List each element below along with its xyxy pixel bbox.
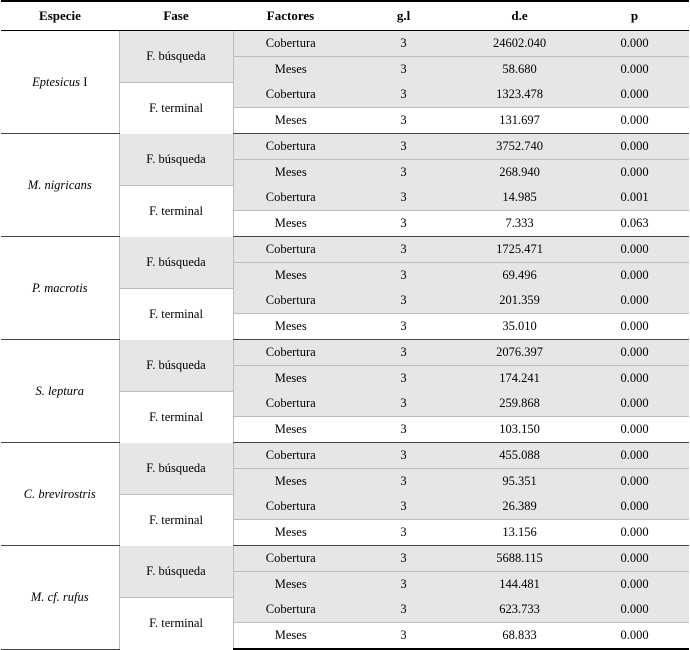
de-cell: 3752.740 xyxy=(459,134,580,160)
p-cell: 0.000 xyxy=(580,623,689,650)
table-row xyxy=(1,443,689,469)
p-cell: 0.000 xyxy=(580,82,689,108)
factor-cell: Cobertura xyxy=(233,340,348,366)
header-especie: Especie xyxy=(1,1,119,31)
p-cell: 0.000 xyxy=(580,597,689,623)
species-name: S. leptura xyxy=(1,340,119,443)
p-cell: 0.000 xyxy=(580,443,689,469)
table-row xyxy=(1,340,689,366)
gl-cell: 3 xyxy=(348,597,459,623)
de-cell: 26.389 xyxy=(459,494,580,520)
gl-cell: 3 xyxy=(348,417,459,443)
factor-cell: Cobertura xyxy=(233,185,348,211)
factor-cell: Meses xyxy=(233,417,348,443)
gl-cell: 3 xyxy=(348,82,459,108)
gl-cell: 3 xyxy=(348,237,459,263)
p-cell: 0.000 xyxy=(580,108,689,134)
header-row xyxy=(1,1,689,31)
factor-cell: Cobertura xyxy=(233,443,348,469)
p-cell: 0.063 xyxy=(580,211,689,237)
gl-cell: 3 xyxy=(348,108,459,134)
factor-cell: Meses xyxy=(233,572,348,598)
de-cell: 68.833 xyxy=(459,623,580,650)
p-cell: 0.000 xyxy=(580,57,689,83)
de-cell: 69.496 xyxy=(459,263,580,289)
table-row xyxy=(1,31,689,57)
table-row xyxy=(1,546,689,572)
header-factores: Factores xyxy=(233,1,348,31)
p-cell: 0.000 xyxy=(580,572,689,598)
factor-cell: Cobertura xyxy=(233,134,348,160)
factor-cell: Meses xyxy=(233,263,348,289)
de-cell: 14.985 xyxy=(459,185,580,211)
table-row xyxy=(1,237,689,263)
factor-cell: Cobertura xyxy=(233,391,348,417)
p-cell: 0.000 xyxy=(580,520,689,546)
p-cell: 0.000 xyxy=(580,340,689,366)
table-body xyxy=(1,31,689,650)
de-cell: 2076.397 xyxy=(459,340,580,366)
gl-cell: 3 xyxy=(348,572,459,598)
gl-cell: 3 xyxy=(348,494,459,520)
gl-cell: 3 xyxy=(348,366,459,392)
de-cell: 174.241 xyxy=(459,366,580,392)
de-cell: 24602.040 xyxy=(459,31,580,57)
de-cell: 268.940 xyxy=(459,160,580,186)
gl-cell: 3 xyxy=(348,263,459,289)
de-cell: 131.697 xyxy=(459,108,580,134)
p-cell: 0.000 xyxy=(580,391,689,417)
de-cell: 1725.471 xyxy=(459,237,580,263)
p-cell: 0.000 xyxy=(580,546,689,572)
phase-cell: F. terminal xyxy=(119,288,233,340)
gl-cell: 3 xyxy=(348,546,459,572)
de-cell: 35.010 xyxy=(459,314,580,340)
factor-cell: Meses xyxy=(233,57,348,83)
de-cell: 103.150 xyxy=(459,417,580,443)
phase-cell: F. terminal xyxy=(119,185,233,237)
factor-cell: Cobertura xyxy=(233,237,348,263)
gl-cell: 3 xyxy=(348,57,459,83)
species-name: C. brevirostris xyxy=(1,443,119,546)
factor-cell: Meses xyxy=(233,160,348,186)
factor-cell: Meses xyxy=(233,108,348,134)
factor-cell: Cobertura xyxy=(233,494,348,520)
gl-cell: 3 xyxy=(348,443,459,469)
de-cell: 455.088 xyxy=(459,443,580,469)
de-cell: 1323.478 xyxy=(459,82,580,108)
p-cell: 0.000 xyxy=(580,366,689,392)
species-name: Eptesicus I xyxy=(1,31,119,134)
phase-cell: F. búsqueda xyxy=(119,340,233,392)
phase-cell: F. búsqueda xyxy=(119,443,233,495)
gl-cell: 3 xyxy=(348,211,459,237)
results-table xyxy=(1,0,689,650)
gl-cell: 3 xyxy=(348,185,459,211)
de-cell: 623.733 xyxy=(459,597,580,623)
p-cell: 0.000 xyxy=(580,160,689,186)
p-cell: 0.000 xyxy=(580,469,689,495)
header-de: d.e xyxy=(459,1,580,31)
factor-cell: Meses xyxy=(233,623,348,650)
p-cell: 0.000 xyxy=(580,263,689,289)
gl-cell: 3 xyxy=(348,314,459,340)
factor-cell: Cobertura xyxy=(233,597,348,623)
phase-cell: F. terminal xyxy=(119,494,233,546)
de-cell: 5688.115 xyxy=(459,546,580,572)
phase-cell: F. búsqueda xyxy=(119,237,233,289)
gl-cell: 3 xyxy=(348,134,459,160)
gl-cell: 3 xyxy=(348,623,459,650)
gl-cell: 3 xyxy=(348,31,459,57)
species-name: M. cf. rufus xyxy=(1,546,119,650)
gl-cell: 3 xyxy=(348,469,459,495)
p-cell: 0.000 xyxy=(580,134,689,160)
factor-cell: Meses xyxy=(233,366,348,392)
header-p: p xyxy=(580,1,689,31)
phase-cell: F. terminal xyxy=(119,82,233,134)
de-cell: 259.868 xyxy=(459,391,580,417)
header-gl: g.l xyxy=(348,1,459,31)
p-cell: 0.001 xyxy=(580,185,689,211)
p-cell: 0.000 xyxy=(580,314,689,340)
p-cell: 0.000 xyxy=(580,288,689,314)
factor-cell: Cobertura xyxy=(233,546,348,572)
de-cell: 95.351 xyxy=(459,469,580,495)
phase-cell: F. búsqueda xyxy=(119,31,233,83)
gl-cell: 3 xyxy=(348,340,459,366)
gl-cell: 3 xyxy=(348,288,459,314)
factor-cell: Cobertura xyxy=(233,288,348,314)
species-name: M. nigricans xyxy=(1,134,119,237)
de-cell: 201.359 xyxy=(459,288,580,314)
factor-cell: Meses xyxy=(233,520,348,546)
gl-cell: 3 xyxy=(348,391,459,417)
factor-cell: Meses xyxy=(233,469,348,495)
de-cell: 7.333 xyxy=(459,211,580,237)
gl-cell: 3 xyxy=(348,520,459,546)
de-cell: 144.481 xyxy=(459,572,580,598)
species-name: P. macrotis xyxy=(1,237,119,340)
factor-cell: Cobertura xyxy=(233,31,348,57)
p-cell: 0.000 xyxy=(580,31,689,57)
p-cell: 0.000 xyxy=(580,494,689,520)
factor-cell: Cobertura xyxy=(233,82,348,108)
p-cell: 0.000 xyxy=(580,417,689,443)
phase-cell: F. terminal xyxy=(119,391,233,443)
p-cell: 0.000 xyxy=(580,237,689,263)
table-row xyxy=(1,134,689,160)
de-cell: 13.156 xyxy=(459,520,580,546)
factor-cell: Meses xyxy=(233,314,348,340)
phase-cell: F. búsqueda xyxy=(119,546,233,598)
phase-cell: F. búsqueda xyxy=(119,134,233,186)
gl-cell: 3 xyxy=(348,160,459,186)
header-fase: Fase xyxy=(119,1,233,31)
phase-cell: F. terminal xyxy=(119,597,233,649)
factor-cell: Meses xyxy=(233,211,348,237)
de-cell: 58.680 xyxy=(459,57,580,83)
